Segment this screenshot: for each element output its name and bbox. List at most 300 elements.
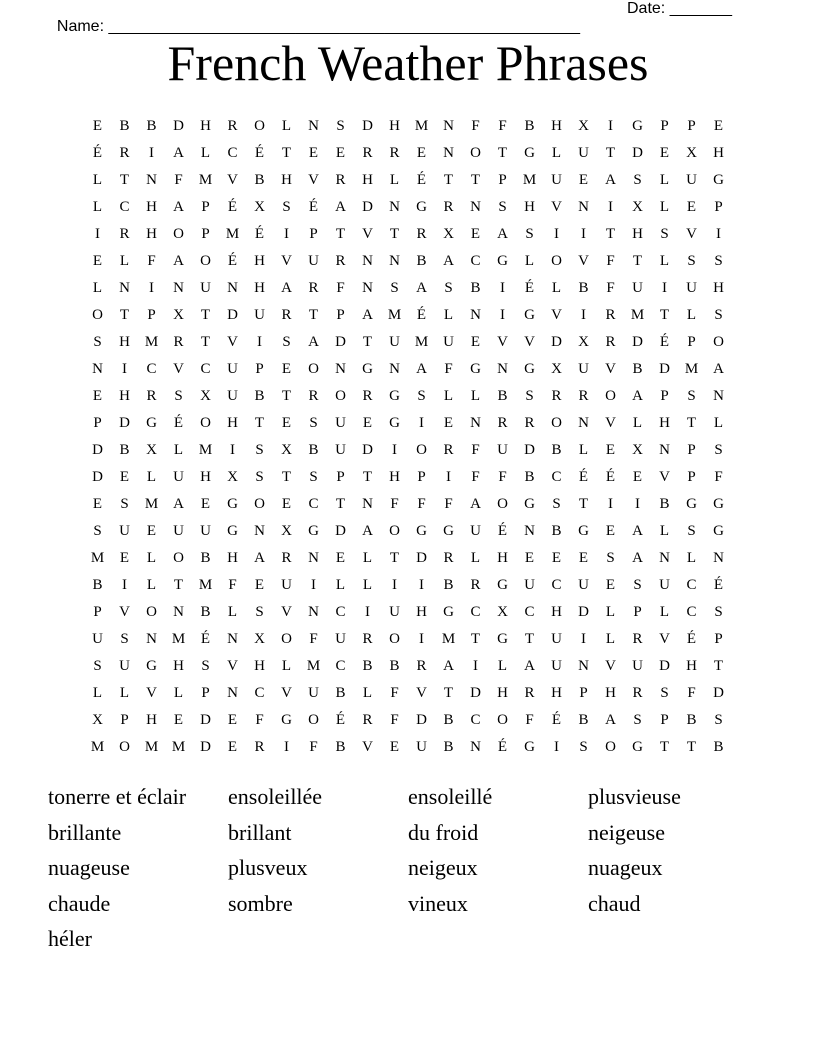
grid-letter[interactable]: X (578, 118, 589, 134)
grid-letter[interactable]: N (335, 361, 346, 377)
grid-letter[interactable]: D (578, 604, 589, 620)
grid-letter[interactable]: C (335, 658, 346, 674)
grid-letter[interactable]: O (470, 145, 481, 161)
grid-letter[interactable]: S (417, 388, 426, 404)
grid-letter[interactable]: R (524, 685, 535, 701)
grid-letter[interactable]: H (254, 280, 265, 296)
grid-letter[interactable]: P (633, 604, 642, 620)
grid-letter[interactable]: F (687, 685, 696, 701)
grid-letter[interactable]: S (633, 712, 642, 728)
grid-letter[interactable]: C (470, 253, 481, 269)
grid-letter[interactable]: A (173, 496, 184, 512)
grid-letter[interactable]: F (309, 631, 318, 647)
grid-letter[interactable]: E (470, 334, 481, 350)
grid-letter[interactable]: G (524, 145, 535, 161)
grid-letter[interactable]: F (471, 442, 480, 458)
grid-letter[interactable]: L (659, 523, 670, 539)
grid-letter[interactable]: I (608, 496, 613, 512)
grid-letter[interactable]: L (92, 280, 103, 296)
grid-letter[interactable]: N (389, 361, 400, 377)
grid-letter[interactable]: B (659, 496, 670, 512)
grid-letter[interactable]: I (581, 226, 586, 242)
grid-letter[interactable]: G (308, 523, 319, 539)
grid-letter[interactable]: I (311, 577, 316, 593)
grid-letter[interactable]: T (335, 496, 346, 512)
grid-letter[interactable]: G (416, 523, 427, 539)
grid-letter[interactable]: P (714, 199, 723, 215)
grid-letter[interactable]: U (119, 658, 130, 674)
grid-letter[interactable]: X (281, 523, 292, 539)
grid-letter[interactable]: L (119, 685, 130, 701)
grid-letter[interactable]: L (659, 172, 670, 188)
grid-letter[interactable]: R (497, 415, 508, 431)
grid-letter[interactable]: H (227, 415, 238, 431)
grid-letter[interactable]: A (362, 523, 373, 539)
grid-letter[interactable]: U (551, 631, 562, 647)
grid-letter[interactable]: X (686, 145, 697, 161)
grid-letter[interactable]: M (522, 172, 537, 188)
grid-letter[interactable]: I (608, 199, 613, 215)
grid-letter[interactable]: T (389, 550, 400, 566)
grid-letter[interactable]: R (443, 442, 454, 458)
grid-letter[interactable]: U (308, 685, 319, 701)
grid-letter[interactable]: M (198, 442, 213, 458)
grid-letter[interactable]: A (281, 280, 292, 296)
grid-letter[interactable]: E (227, 739, 238, 755)
grid-letter[interactable]: U (281, 577, 292, 593)
grid-letter[interactable]: U (578, 145, 589, 161)
grid-letter[interactable]: D (362, 442, 373, 458)
grid-letter[interactable]: T (443, 685, 454, 701)
grid-letter[interactable]: B (92, 577, 103, 593)
grid-letter[interactable]: R (443, 199, 454, 215)
grid-letter[interactable]: N (173, 280, 184, 296)
grid-letter[interactable]: N (578, 199, 589, 215)
grid-letter[interactable]: E (605, 442, 616, 458)
grid-letter[interactable]: É (254, 145, 265, 161)
grid-letter[interactable]: R (416, 658, 427, 674)
grid-letter[interactable]: H (713, 280, 724, 296)
grid-letter[interactable]: E (92, 253, 103, 269)
grid-letter[interactable]: L (713, 415, 724, 431)
grid-letter[interactable]: V (146, 685, 157, 701)
grid-letter[interactable]: O (551, 253, 562, 269)
grid-letter[interactable]: L (173, 685, 184, 701)
grid-letter[interactable]: L (281, 658, 292, 674)
grid-letter[interactable]: E (443, 415, 454, 431)
grid-letter[interactable]: G (713, 172, 724, 188)
grid-letter[interactable]: I (419, 631, 424, 647)
grid-letter[interactable]: O (713, 334, 724, 350)
grid-letter[interactable]: O (497, 496, 508, 512)
grid-letter[interactable]: S (120, 496, 129, 512)
grid-letter[interactable]: A (416, 280, 427, 296)
grid-letter[interactable]: H (497, 550, 508, 566)
grid-letter[interactable]: B (713, 739, 724, 755)
grid-letter[interactable]: R (362, 145, 373, 161)
grid-letter[interactable]: A (416, 361, 427, 377)
grid-letter[interactable]: É (227, 253, 238, 269)
grid-letter[interactable]: U (308, 253, 319, 269)
grid-letter[interactable]: C (146, 361, 157, 377)
grid-letter[interactable]: B (470, 280, 481, 296)
grid-letter[interactable]: T (470, 172, 481, 188)
grid-letter[interactable]: N (578, 658, 589, 674)
grid-letter[interactable]: N (227, 685, 238, 701)
grid-letter[interactable]: P (93, 604, 102, 620)
grid-letter[interactable]: L (146, 469, 157, 485)
grid-letter[interactable]: R (335, 253, 346, 269)
grid-letter[interactable]: É (497, 739, 508, 755)
grid-letter[interactable]: H (200, 469, 211, 485)
grid-letter[interactable]: P (660, 712, 669, 728)
grid-letter[interactable]: L (659, 604, 670, 620)
grid-letter[interactable]: R (281, 550, 292, 566)
grid-letter[interactable]: C (308, 496, 319, 512)
grid-letter[interactable]: F (498, 118, 507, 134)
grid-letter[interactable]: X (578, 334, 589, 350)
grid-letter[interactable]: S (660, 226, 669, 242)
grid-letter[interactable]: H (389, 118, 400, 134)
grid-letter[interactable]: A (524, 658, 535, 674)
grid-letter[interactable]: H (551, 604, 562, 620)
grid-letter[interactable]: T (524, 631, 535, 647)
grid-letter[interactable]: D (659, 658, 670, 674)
grid-letter[interactable]: T (119, 172, 130, 188)
grid-letter[interactable]: S (309, 469, 318, 485)
grid-letter[interactable]: O (281, 631, 292, 647)
grid-letter[interactable]: I (392, 442, 397, 458)
grid-letter[interactable]: I (473, 658, 478, 674)
grid-letter[interactable]: H (200, 118, 211, 134)
grid-letter[interactable]: U (200, 280, 211, 296)
grid-letter[interactable]: I (554, 739, 559, 755)
grid-letter[interactable]: O (416, 442, 427, 458)
grid-letter[interactable]: V (686, 226, 697, 242)
grid-letter[interactable]: B (308, 442, 319, 458)
grid-letter[interactable]: C (227, 145, 238, 161)
grid-letter[interactable]: G (632, 739, 643, 755)
grid-letter[interactable]: B (686, 712, 697, 728)
grid-letter[interactable]: G (389, 388, 400, 404)
grid-letter[interactable]: É (659, 334, 670, 350)
grid-letter[interactable]: O (389, 523, 400, 539)
grid-letter[interactable]: P (714, 631, 723, 647)
grid-letter[interactable]: S (93, 334, 102, 350)
grid-letter[interactable]: N (389, 199, 400, 215)
grid-letter[interactable]: D (200, 712, 211, 728)
grid-letter[interactable]: F (498, 469, 507, 485)
grid-letter[interactable]: L (362, 577, 373, 593)
grid-letter[interactable]: L (470, 388, 481, 404)
grid-letter[interactable]: T (254, 415, 265, 431)
grid-letter[interactable]: D (362, 199, 373, 215)
grid-letter[interactable]: A (362, 307, 373, 323)
grid-letter[interactable]: M (144, 334, 159, 350)
grid-letter[interactable]: R (119, 145, 130, 161)
grid-letter[interactable]: I (419, 577, 424, 593)
grid-letter[interactable]: T (281, 145, 292, 161)
grid-letter[interactable]: O (389, 631, 400, 647)
grid-letter[interactable]: E (281, 415, 292, 431)
grid-letter[interactable]: M (90, 550, 105, 566)
grid-letter[interactable]: G (443, 523, 454, 539)
grid-letter[interactable]: N (227, 631, 238, 647)
grid-letter[interactable]: G (227, 523, 238, 539)
grid-letter[interactable]: N (443, 118, 454, 134)
grid-letter[interactable]: G (524, 739, 535, 755)
grid-letter[interactable]: A (173, 199, 184, 215)
grid-letter[interactable]: E (119, 469, 130, 485)
grid-letter[interactable]: F (606, 253, 615, 269)
grid-letter[interactable]: B (443, 739, 454, 755)
grid-letter[interactable]: V (659, 631, 670, 647)
grid-letter[interactable]: O (254, 118, 265, 134)
grid-letter[interactable]: P (201, 226, 210, 242)
grid-letter[interactable]: R (416, 226, 427, 242)
grid-letter[interactable]: I (662, 280, 667, 296)
grid-letter[interactable]: R (173, 334, 184, 350)
grid-letter[interactable]: U (443, 334, 454, 350)
grid-letter[interactable]: E (281, 361, 292, 377)
grid-letter[interactable]: I (122, 361, 127, 377)
grid-letter[interactable]: C (686, 577, 697, 593)
grid-letter[interactable]: B (551, 442, 562, 458)
grid-letter[interactable]: F (174, 172, 183, 188)
grid-letter[interactable]: T (686, 415, 697, 431)
grid-letter[interactable]: L (551, 280, 562, 296)
grid-letter[interactable]: N (470, 415, 481, 431)
grid-letter[interactable]: U (92, 631, 103, 647)
grid-letter[interactable]: M (441, 631, 456, 647)
grid-letter[interactable]: D (713, 685, 724, 701)
grid-letter[interactable]: E (713, 118, 724, 134)
grid-letter[interactable]: R (389, 145, 400, 161)
grid-letter[interactable]: M (144, 496, 159, 512)
grid-letter[interactable]: S (714, 442, 723, 458)
grid-letter[interactable]: X (632, 199, 643, 215)
grid-letter[interactable]: V (227, 658, 238, 674)
grid-letter[interactable]: N (713, 550, 724, 566)
grid-letter[interactable]: U (686, 280, 697, 296)
grid-letter[interactable]: D (551, 334, 562, 350)
grid-letter[interactable]: L (92, 172, 103, 188)
grid-letter[interactable]: P (336, 469, 345, 485)
grid-letter[interactable]: F (336, 280, 345, 296)
grid-letter[interactable]: L (200, 145, 211, 161)
grid-letter[interactable]: P (93, 415, 102, 431)
grid-letter[interactable]: N (470, 199, 481, 215)
grid-letter[interactable]: E (200, 496, 211, 512)
grid-letter[interactable]: O (497, 712, 508, 728)
grid-letter[interactable]: C (524, 604, 535, 620)
grid-letter[interactable]: I (230, 442, 235, 458)
grid-letter[interactable]: R (335, 172, 346, 188)
grid-letter[interactable]: N (173, 604, 184, 620)
grid-letter[interactable]: S (525, 388, 534, 404)
grid-letter[interactable]: D (227, 307, 238, 323)
grid-letter[interactable]: B (578, 712, 589, 728)
grid-letter[interactable]: H (362, 172, 373, 188)
grid-letter[interactable]: P (579, 685, 588, 701)
grid-letter[interactable]: S (660, 685, 669, 701)
grid-letter[interactable]: L (362, 550, 373, 566)
grid-letter[interactable]: V (281, 685, 292, 701)
grid-letter[interactable]: N (443, 145, 454, 161)
grid-letter[interactable]: É (227, 199, 238, 215)
grid-letter[interactable]: S (552, 496, 561, 512)
grid-letter[interactable]: B (200, 604, 211, 620)
grid-letter[interactable]: O (200, 415, 211, 431)
grid-letter[interactable]: P (498, 172, 507, 188)
grid-letter[interactable]: U (578, 361, 589, 377)
grid-letter[interactable]: B (254, 172, 265, 188)
grid-letter[interactable]: X (146, 442, 157, 458)
grid-letter[interactable]: L (362, 685, 373, 701)
grid-letter[interactable]: A (470, 496, 481, 512)
grid-letter[interactable]: C (470, 604, 481, 620)
grid-letter[interactable]: B (389, 658, 400, 674)
grid-letter[interactable]: E (92, 496, 103, 512)
grid-letter[interactable]: É (686, 631, 697, 647)
grid-letter[interactable]: I (365, 604, 370, 620)
grid-letter[interactable]: V (281, 253, 292, 269)
grid-letter[interactable]: S (714, 307, 723, 323)
grid-letter[interactable]: N (470, 307, 481, 323)
grid-letter[interactable]: L (470, 550, 481, 566)
grid-letter[interactable]: L (389, 172, 400, 188)
grid-letter[interactable]: F (471, 118, 480, 134)
grid-letter[interactable]: F (390, 685, 399, 701)
grid-letter[interactable]: U (470, 523, 481, 539)
grid-letter[interactable]: U (578, 577, 589, 593)
grid-letter[interactable]: X (497, 604, 508, 620)
grid-letter[interactable]: H (551, 118, 562, 134)
grid-letter[interactable]: T (659, 739, 670, 755)
grid-letter[interactable]: V (119, 604, 130, 620)
grid-letter[interactable]: D (632, 145, 643, 161)
grid-letter[interactable]: G (497, 253, 508, 269)
grid-letter[interactable]: B (146, 118, 157, 134)
grid-letter[interactable]: É (92, 145, 103, 161)
grid-letter[interactable]: E (146, 523, 157, 539)
grid-letter[interactable]: L (173, 442, 184, 458)
grid-letter[interactable]: U (200, 523, 211, 539)
grid-letter[interactable]: E (281, 496, 292, 512)
grid-letter[interactable]: O (254, 496, 265, 512)
grid-letter[interactable]: H (254, 253, 265, 269)
grid-letter[interactable]: V (416, 685, 427, 701)
grid-letter[interactable]: T (281, 469, 292, 485)
grid-letter[interactable]: E (389, 739, 400, 755)
grid-letter[interactable]: N (524, 523, 535, 539)
grid-letter[interactable]: P (687, 118, 696, 134)
grid-letter[interactable]: R (632, 685, 643, 701)
grid-letter[interactable]: F (444, 496, 453, 512)
grid-letter[interactable]: P (201, 199, 210, 215)
grid-letter[interactable]: M (171, 739, 186, 755)
grid-letter[interactable]: E (92, 118, 103, 134)
grid-letter[interactable]: M (414, 334, 429, 350)
grid-letter[interactable]: S (336, 118, 345, 134)
grid-letter[interactable]: V (281, 604, 292, 620)
grid-letter[interactable]: T (308, 307, 319, 323)
grid-letter[interactable]: L (146, 550, 157, 566)
grid-letter[interactable]: I (284, 739, 289, 755)
grid-letter[interactable]: E (416, 145, 427, 161)
grid-letter[interactable]: D (119, 415, 130, 431)
grid-letter[interactable]: U (119, 523, 130, 539)
grid-letter[interactable]: D (470, 685, 481, 701)
grid-letter[interactable]: R (146, 388, 157, 404)
grid-letter[interactable]: P (417, 469, 426, 485)
grid-letter[interactable]: I (257, 334, 262, 350)
grid-letter[interactable]: T (362, 469, 373, 485)
grid-letter[interactable]: V (578, 253, 589, 269)
grid-letter[interactable]: G (713, 523, 724, 539)
grid-letter[interactable]: T (605, 145, 616, 161)
grid-letter[interactable]: T (335, 226, 346, 242)
grid-letter[interactable]: U (254, 307, 265, 323)
grid-letter[interactable]: S (93, 658, 102, 674)
grid-letter[interactable]: É (173, 415, 184, 431)
grid-letter[interactable]: C (470, 712, 481, 728)
grid-letter[interactable]: U (497, 442, 508, 458)
grid-letter[interactable]: S (687, 388, 696, 404)
grid-letter[interactable]: L (92, 685, 103, 701)
grid-letter[interactable]: R (362, 631, 373, 647)
grid-letter[interactable]: I (284, 226, 289, 242)
grid-letter[interactable]: E (173, 712, 184, 728)
grid-letter[interactable]: E (578, 550, 589, 566)
grid-letter[interactable]: T (632, 253, 643, 269)
grid-letter[interactable]: B (254, 388, 265, 404)
grid-letter[interactable]: G (146, 658, 157, 674)
grid-letter[interactable]: S (309, 415, 318, 431)
grid-letter[interactable]: N (146, 631, 157, 647)
grid-letter[interactable]: L (659, 199, 670, 215)
grid-letter[interactable]: E (119, 550, 130, 566)
grid-letter[interactable]: V (308, 172, 319, 188)
grid-letter[interactable]: V (551, 199, 562, 215)
grid-letter[interactable]: V (551, 307, 562, 323)
grid-letter[interactable]: X (632, 442, 643, 458)
grid-letter[interactable]: U (686, 172, 697, 188)
grid-letter[interactable]: G (524, 361, 535, 377)
grid-letter[interactable]: S (444, 280, 453, 296)
grid-letter[interactable]: S (174, 388, 183, 404)
grid-letter[interactable]: G (686, 496, 697, 512)
grid-letter[interactable]: G (632, 118, 643, 134)
grid-letter[interactable]: F (147, 253, 156, 269)
grid-letter[interactable]: N (92, 361, 103, 377)
grid-letter[interactable]: S (93, 523, 102, 539)
grid-letter[interactable]: N (389, 253, 400, 269)
grid-letter[interactable]: U (416, 739, 427, 755)
grid-letter[interactable]: E (335, 550, 346, 566)
grid-letter[interactable]: O (605, 739, 616, 755)
grid-letter[interactable]: S (714, 712, 723, 728)
grid-letter[interactable]: I (635, 496, 640, 512)
grid-letter[interactable]: H (254, 658, 265, 674)
grid-letter[interactable]: G (578, 523, 589, 539)
grid-letter[interactable]: H (119, 388, 130, 404)
grid-letter[interactable]: I (500, 307, 505, 323)
grid-letter[interactable]: A (497, 226, 508, 242)
grid-letter[interactable]: N (362, 253, 373, 269)
grid-letter[interactable]: P (687, 334, 696, 350)
grid-letter[interactable]: R (551, 388, 562, 404)
